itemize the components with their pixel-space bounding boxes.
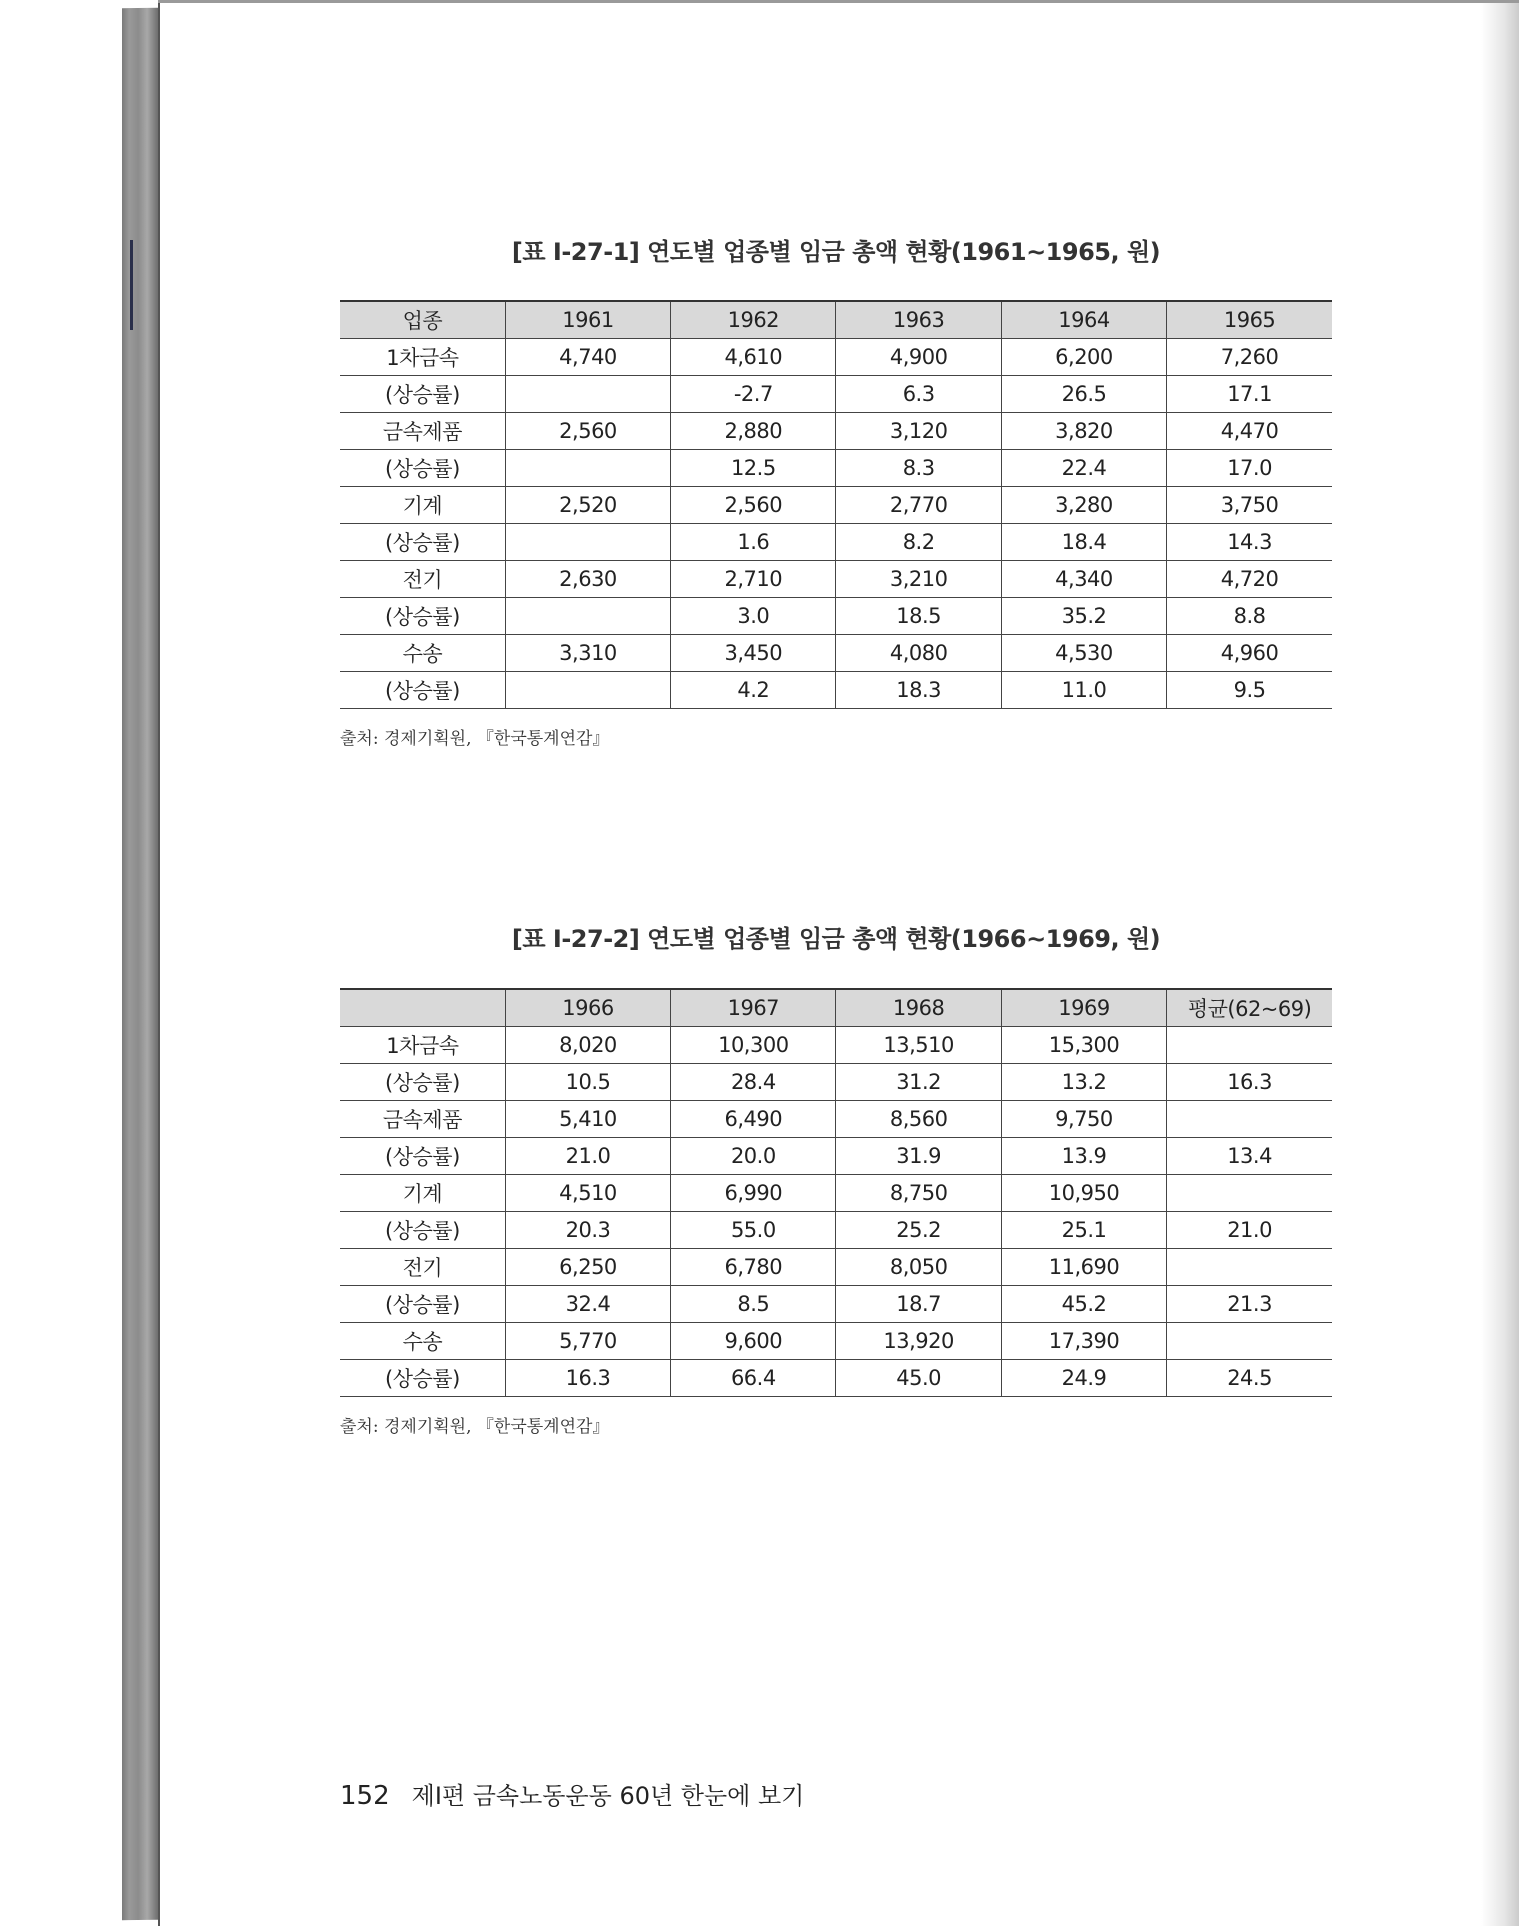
- table-row: [340, 339, 1332, 376]
- table-cell: 18.5: [836, 598, 1001, 635]
- table-cell: 8,560: [836, 1101, 1001, 1138]
- table1-source: 출처: 경제기획원, 『한국통계연감』: [340, 729, 610, 749]
- column-header: [340, 989, 505, 1027]
- table-cell: [505, 376, 670, 413]
- row-label: 전기: [340, 1249, 505, 1286]
- table-cell: 6.3: [836, 376, 1001, 413]
- table-cell: 15,300: [1001, 1027, 1166, 1064]
- table-cell: [1167, 1323, 1332, 1360]
- table-row: [340, 1027, 1332, 1064]
- table-cell: 9.5: [1167, 672, 1332, 709]
- table-cell: 13.4: [1167, 1138, 1332, 1175]
- table-row: [340, 1249, 1332, 1286]
- table-cell: 2,520: [505, 487, 670, 524]
- table-row: [340, 1138, 1332, 1175]
- table-cell: 6,250: [505, 1249, 670, 1286]
- table-cell: 6,490: [671, 1101, 836, 1138]
- table-cell: 25.2: [836, 1212, 1001, 1249]
- table-cell: 22.4: [1001, 450, 1166, 487]
- table1: [340, 300, 1332, 709]
- table-cell: [505, 672, 670, 709]
- table-cell: 21.3: [1167, 1286, 1332, 1323]
- table-cell: 26.5: [1001, 376, 1166, 413]
- page-number: 152: [340, 1781, 390, 1811]
- table-cell: 8.2: [836, 524, 1001, 561]
- table-cell: 45.0: [836, 1360, 1001, 1397]
- table-cell: 8,750: [836, 1175, 1001, 1212]
- table-cell: 17.1: [1167, 376, 1332, 413]
- page-gutter-shadow: [1481, 0, 1519, 1926]
- row-label: (상승률): [340, 450, 505, 487]
- column-header: 1966: [505, 989, 670, 1027]
- row-label: 수송: [340, 1323, 505, 1360]
- row-label: 금속제품: [340, 1101, 505, 1138]
- column-header: 1962: [671, 301, 836, 339]
- table-cell: [1167, 1101, 1332, 1138]
- table-cell: 45.2: [1001, 1286, 1166, 1323]
- bookmark-ribbon: [130, 240, 133, 330]
- column-header: 평균(62~69): [1167, 989, 1332, 1027]
- table-cell: 3,820: [1001, 413, 1166, 450]
- table-row: [340, 1101, 1332, 1138]
- table-cell: 14.3: [1167, 524, 1332, 561]
- table-cell: 35.2: [1001, 598, 1166, 635]
- table-cell: 20.0: [671, 1138, 836, 1175]
- table-cell: 4,530: [1001, 635, 1166, 672]
- table-cell: 9,600: [671, 1323, 836, 1360]
- section-title: 제Ⅰ편 금속노동운동 60년 한눈에 보기: [411, 1782, 805, 1810]
- table-row: [340, 635, 1332, 672]
- column-header: 1964: [1001, 301, 1166, 339]
- table-row: [340, 450, 1332, 487]
- column-header: 1965: [1167, 301, 1332, 339]
- table-cell: 1.6: [671, 524, 836, 561]
- table-cell: 17,390: [1001, 1323, 1166, 1360]
- table-cell: 4,900: [836, 339, 1001, 376]
- table-cell: 13.2: [1001, 1064, 1166, 1101]
- table-row: [340, 672, 1332, 709]
- column-header: 1967: [671, 989, 836, 1027]
- table-cell: 31.2: [836, 1064, 1001, 1101]
- table-cell: 11.0: [1001, 672, 1166, 709]
- row-label: (상승률): [340, 1360, 505, 1397]
- table-cell: 2,880: [671, 413, 836, 450]
- table-cell: 16.3: [1167, 1064, 1332, 1101]
- table-cell: [1167, 1175, 1332, 1212]
- table-cell: 2,560: [671, 487, 836, 524]
- row-label: (상승률): [340, 1286, 505, 1323]
- column-header: 1963: [836, 301, 1001, 339]
- table-cell: 4,340: [1001, 561, 1166, 598]
- table-cell: 4,080: [836, 635, 1001, 672]
- table-row: [340, 376, 1332, 413]
- table-cell: 10,950: [1001, 1175, 1166, 1212]
- column-header: 1969: [1001, 989, 1166, 1027]
- table-row: [340, 1212, 1332, 1249]
- table-row: [340, 1064, 1332, 1101]
- table-cell: -2.7: [671, 376, 836, 413]
- table2-source: 출처: 경제기획원, 『한국통계연감』: [340, 1417, 610, 1437]
- table-cell: 8,020: [505, 1027, 670, 1064]
- table-cell: 6,780: [671, 1249, 836, 1286]
- table-cell: 5,770: [505, 1323, 670, 1360]
- table-cell: 17.0: [1167, 450, 1332, 487]
- table-cell: [1167, 1249, 1332, 1286]
- table-cell: 3,210: [836, 561, 1001, 598]
- table-cell: 4.2: [671, 672, 836, 709]
- table-cell: 24.9: [1001, 1360, 1166, 1397]
- table-cell: 66.4: [671, 1360, 836, 1397]
- table-row: [340, 1323, 1332, 1360]
- table2-caption: [표 Ⅰ-27-2] 연도별 업종별 임금 총액 현황(1966~1969, 원): [511, 925, 1161, 953]
- row-label: (상승률): [340, 524, 505, 561]
- row-label: (상승률): [340, 1138, 505, 1175]
- book-page: [158, 0, 1519, 1926]
- table-cell: 4,960: [1167, 635, 1332, 672]
- row-label: 수송: [340, 635, 505, 672]
- table-cell: 3,120: [836, 413, 1001, 450]
- table-row: [340, 487, 1332, 524]
- table-cell: 6,990: [671, 1175, 836, 1212]
- table-cell: 3,280: [1001, 487, 1166, 524]
- table-cell: 3,750: [1167, 487, 1332, 524]
- table2-header-row: [340, 989, 1332, 1027]
- table-cell: 4,720: [1167, 561, 1332, 598]
- table-cell: 2,770: [836, 487, 1001, 524]
- row-label: (상승률): [340, 1212, 505, 1249]
- table-cell: 8.5: [671, 1286, 836, 1323]
- table-cell: 11,690: [1001, 1249, 1166, 1286]
- table-cell: 5,410: [505, 1101, 670, 1138]
- table-row: [340, 1286, 1332, 1323]
- table-cell: [1167, 1027, 1332, 1064]
- table-cell: 2,560: [505, 413, 670, 450]
- table-cell: 7,260: [1167, 339, 1332, 376]
- table-cell: 3,450: [671, 635, 836, 672]
- table-cell: 4,510: [505, 1175, 670, 1212]
- table-cell: 28.4: [671, 1064, 836, 1101]
- table-cell: 31.9: [836, 1138, 1001, 1175]
- row-label: 금속제품: [340, 413, 505, 450]
- table-cell: 9,750: [1001, 1101, 1166, 1138]
- table-cell: 13.9: [1001, 1138, 1166, 1175]
- table-cell: 12.5: [671, 450, 836, 487]
- table-cell: 4,740: [505, 339, 670, 376]
- table-row: [340, 598, 1332, 635]
- table-cell: 55.0: [671, 1212, 836, 1249]
- table1-body: [340, 339, 1332, 709]
- table2-body: [340, 1027, 1332, 1397]
- page-stack-edge: [122, 8, 158, 1920]
- table-row: [340, 1175, 1332, 1212]
- row-label: (상승률): [340, 598, 505, 635]
- table-cell: 4,470: [1167, 413, 1332, 450]
- row-label: 전기: [340, 561, 505, 598]
- row-label: 기계: [340, 487, 505, 524]
- table-cell: 2,630: [505, 561, 670, 598]
- table1-caption: [표 Ⅰ-27-1] 연도별 업종별 임금 총액 현황(1961~1965, 원): [511, 238, 1161, 266]
- table-cell: 18.4: [1001, 524, 1166, 561]
- table-cell: 21.0: [1167, 1212, 1332, 1249]
- row-label: 1차금속: [340, 339, 505, 376]
- table-cell: 3,310: [505, 635, 670, 672]
- table-cell: 10,300: [671, 1027, 836, 1064]
- table-cell: [505, 524, 670, 561]
- table-cell: [505, 450, 670, 487]
- table-cell: 8,050: [836, 1249, 1001, 1286]
- table-cell: 20.3: [505, 1212, 670, 1249]
- table2: [340, 988, 1332, 1397]
- page-footer: [340, 1776, 804, 1811]
- table1-header-row: [340, 301, 1332, 339]
- table-cell: 6,200: [1001, 339, 1166, 376]
- table-cell: 4,610: [671, 339, 836, 376]
- table-cell: 8.3: [836, 450, 1001, 487]
- table-cell: 13,510: [836, 1027, 1001, 1064]
- row-label: (상승률): [340, 672, 505, 709]
- column-header: 1961: [505, 301, 670, 339]
- row-label: 1차금속: [340, 1027, 505, 1064]
- table-row: [340, 1360, 1332, 1397]
- table-row: [340, 413, 1332, 450]
- table-cell: 32.4: [505, 1286, 670, 1323]
- table-row: [340, 561, 1332, 598]
- table-cell: 3.0: [671, 598, 836, 635]
- row-label: 기계: [340, 1175, 505, 1212]
- table-cell: 25.1: [1001, 1212, 1166, 1249]
- table-cell: 24.5: [1167, 1360, 1332, 1397]
- column-header: 업종: [340, 301, 505, 339]
- table-cell: 18.7: [836, 1286, 1001, 1323]
- row-label: (상승률): [340, 376, 505, 413]
- table-cell: 16.3: [505, 1360, 670, 1397]
- table-cell: 18.3: [836, 672, 1001, 709]
- table-cell: 8.8: [1167, 598, 1332, 635]
- table-cell: 2,710: [671, 561, 836, 598]
- table-cell: 21.0: [505, 1138, 670, 1175]
- table-cell: [505, 598, 670, 635]
- table-row: [340, 524, 1332, 561]
- row-label: (상승률): [340, 1064, 505, 1101]
- column-header: 1968: [836, 989, 1001, 1027]
- page-top-edge: [158, 0, 1519, 3]
- table-cell: 10.5: [505, 1064, 670, 1101]
- table-cell: 13,920: [836, 1323, 1001, 1360]
